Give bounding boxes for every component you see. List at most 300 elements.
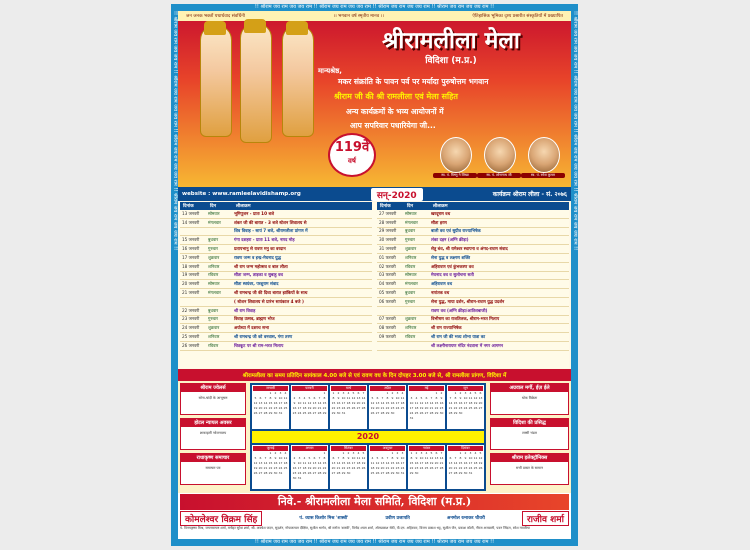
schedule-date: 26 जनवरी [182,342,200,348]
calendar-day: 24 [395,406,400,410]
calendar-day: 2 [274,451,277,455]
calendar-day: 26 [307,411,312,415]
calendar-day: 11 [468,396,473,400]
schedule-row [180,263,372,272]
schedule-event: सेना युद्ध व लक्ष्मण शक्ति [431,254,470,260]
calendar-day: 10 [278,396,283,400]
calendar-day: 20 [356,401,361,405]
schedule-day: शुक्रवार [405,246,417,252]
calendar-day: 20 [448,466,453,470]
schedule-event: प्रतापभानु से रावण मनु का वरदान [234,246,286,252]
calendar-day: 9 [440,396,443,400]
calendar-day: 24 [278,406,283,410]
header-event: लीलाक्रम [433,204,448,209]
calendar-day: 7 [454,456,457,460]
calendar-day: 22 [390,466,395,470]
month-name: फरवरी [292,386,327,391]
calendar-day: 21 [317,466,322,470]
calendar-day: 8 [386,396,389,400]
calendar-day: 27 [312,471,317,475]
calendar-day: 15 [385,401,390,405]
schedule-event: सीता स्वयंवर, परशुराम संवाद [234,281,279,287]
calendar-day: 4 [474,451,477,455]
calendar-day: 21 [263,406,268,410]
calendar-day: 1 [332,391,335,395]
schedule-row [377,254,569,263]
calendar-day: 16 [336,401,341,405]
calendar-day: 27 [434,466,439,470]
schedule-date: 14 जनवरी [182,219,200,225]
schedule-event: ( स्टेशन शिवालय से प्रारंभ सायंकाल 4 बजे ) [234,298,304,304]
calendar-day: 6 [435,451,438,455]
calendar-day: 23 [292,471,297,475]
calendar-day: 29 [385,411,390,415]
calendar-day: 15 [409,461,414,465]
calendar-day: 2 [464,451,467,455]
calendar-day: 26 [253,411,258,415]
calendar-day: 12 [478,456,483,460]
official-3: अनमोल रत्नाकर चौधरी [446,516,485,521]
calendar-day: 12 [253,461,258,465]
calendar-day: 22 [341,466,346,470]
calendar-day: 12 [429,456,434,460]
schedule-event: श्री राम जी की भव्य शोभा यात्रा का [431,334,486,340]
calendar-day: 28 [361,406,366,410]
calendar-day: 30 [273,411,278,415]
calendar-day: 2 [391,391,394,395]
schedule-row [377,333,569,342]
calendar-day: 28 [263,411,268,415]
calendar-day: 18 [356,461,361,465]
schedule-row [377,316,569,325]
calendar-day: 14 [448,401,453,405]
calendar-day: 9 [415,456,418,460]
calendar-day: 30 [414,471,419,475]
calendar-day: 5 [479,451,482,455]
schedule-day: मंगलवार [208,290,221,296]
schedule-row [180,316,372,325]
calendar-day: 3 [401,451,404,455]
schedule-date: 16 जनवरी [182,246,200,252]
calendar-day: 17 [419,461,424,465]
schedule-day: शुक्रवार [208,254,220,260]
calendar-day: 27 [375,411,380,415]
calendar-day: 23 [336,406,341,410]
calendar-day: 16 [439,401,444,405]
calendar-day: 1 [435,391,438,395]
invite-line-1: मान्यश्रेष्ठ, [318,67,342,75]
calendar-day: 4 [469,391,472,395]
calendar-day: 11 [356,456,361,460]
calendar-day: 2 [440,391,443,395]
calendar-day: 11 [424,456,429,460]
calendar-day: 3 [464,391,467,395]
calendar-day: 3 [342,391,345,395]
calendar-day: 10 [395,396,400,400]
calendar-day: 18 [302,466,307,470]
calendar-day: 18 [414,406,419,410]
calendar-day: 31 [278,471,283,475]
schedule-day: बुधवार [208,307,219,313]
calendar-day: 16 [292,406,297,410]
calendar-day: 22 [434,406,439,410]
calendar-day: 7 [440,451,443,455]
calendar-day: 2 [293,396,296,400]
calendar-day: 14 [317,401,322,405]
calendar-day: 5 [254,456,257,460]
ad-body: सभी प्रकार के सामान [516,466,543,470]
calendar-day: 1 [454,391,457,395]
calendar-day: 4 [284,451,287,455]
crown-2 [244,19,266,33]
calendar-day: 4 [284,391,287,395]
ad-body: सोना-चांदी के आभूषण [198,396,228,400]
calendar-day: 6 [259,456,262,460]
calendar-day: 15 [268,461,273,465]
calendar-day: 24 [341,406,346,410]
calendar-day: 8 [332,396,335,400]
calendar-day: 11 [370,461,375,465]
calendar-day: 27 [478,406,483,410]
calendar-day: 27 [380,471,385,475]
calendar-day: 16 [395,461,400,465]
calendar-day: 26 [361,466,366,470]
schedule-row [377,210,569,219]
calendar-day: 6 [259,396,262,400]
schedule-row [180,307,372,316]
calendar-day: 27 [331,471,336,475]
schedule-row [180,245,372,254]
ad-title: अग्रवाल मर्गी, ईज़ ईले [491,384,568,392]
schedule-row [377,342,569,351]
portrait-3 [528,137,560,173]
schedule-header [377,202,569,210]
schedule-day: गुरुवार [208,316,218,322]
calendar-day: 18 [302,406,307,410]
schedule-event: अहिरावण एवं कुंभकरण वध [431,263,474,269]
poster [171,4,578,546]
calendar-day: 9 [274,456,277,460]
calendar-day: 16 [414,461,419,465]
schedule-day: रविवार [405,334,416,340]
schedule-event: सेतु बंध, श्री रामेश्वर स्थापना व अंगद-रावण संवाद [431,246,508,252]
calendar-day: 28 [317,471,322,475]
schedule-event: खरदूषण वध [431,210,451,216]
month-days [409,391,444,421]
month-name: जनवरी [253,386,288,391]
calendar-day: 6 [425,396,428,400]
calendar-day: 25 [414,411,419,415]
calendar-day: 20 [312,406,317,410]
schedule-row [180,280,372,289]
calendar-day: 10 [463,396,468,400]
header-event: लीलाक्रम [236,204,251,209]
calendar-day: 6 [357,391,360,395]
calendar-day: 9 [337,396,340,400]
calendar-day: 24 [409,411,414,415]
calendar-day: 21 [317,406,322,410]
schedule-event: गंगा दशहरा - प्रातः 11 बजे, नारद मोह [234,237,295,243]
calendar-day: 26 [307,471,312,475]
calendar-day: 21 [448,406,453,410]
schedule-date: 21 जनवरी [182,290,200,296]
calendar-day: 17 [395,401,400,405]
ad-box [490,418,569,450]
schedule-row [377,280,569,289]
calendar-day: 3 [298,396,301,400]
portrait-name-3: स्व. पं. रमेश कुमार [521,173,565,178]
calendar-day: 11 [473,456,478,460]
invite-line-3: श्रीराम जी की श्री रामलीला एवं मेला सहित [334,92,458,101]
calendar-day: 21 [263,466,268,470]
calendar-day: 10 [409,401,414,405]
calendar-month [447,445,484,489]
calendar-day: 7 [362,391,365,395]
month-name: जुलाई [253,446,288,451]
calendar-day: 23 [414,466,419,470]
samiti-banner: निवे.- श्रीरामलीला मेला समिति, विदिशा (म.प्र.) [180,494,569,510]
calendar-day: 26 [351,406,356,410]
top-left-text: जन जनक भक्तों यथार्थवाद संवर्धिनी [186,14,245,19]
calendar-month [291,385,328,429]
month-name: अप्रैल [370,386,405,391]
calendar-day: 30 [346,471,351,475]
calendar-day: 8 [391,456,394,460]
calendar-day: 16 [346,461,351,465]
calendar-day: 16 [292,466,297,470]
schedule-event: सीता हरण [431,219,447,225]
calendar-day: 17 [468,461,473,465]
month-name: अगस्त [292,446,327,451]
calendar-day: 1 [269,451,272,455]
calendar-day: 21 [380,406,385,410]
calendar-day: 11 [302,461,307,465]
deity-figure-3 [282,25,314,137]
schedule-row [180,236,372,245]
calendar-day: 7 [264,396,267,400]
calendar-day: 9 [391,396,394,400]
schedule-row [377,307,569,316]
schedule-day: सोमवार [405,210,417,216]
schedule-row [377,324,569,333]
calendar-day: 31 [468,471,473,475]
calendar-day: 30 [395,471,400,475]
calendar-day: 9 [293,401,296,405]
calendar-day: 10 [297,401,302,405]
schedule-row [377,236,569,245]
calendar-day: 17 [409,406,414,410]
calendar-day: 7 [430,396,433,400]
crown-3 [286,21,308,35]
schedule-row [180,228,372,237]
schedule-row [180,289,372,298]
calendar-day: 13 [448,461,453,465]
ad-body: समाचार पत्र [205,466,221,470]
schedule-day: गुरुवार [405,237,415,243]
calendar-day: 22 [385,406,390,410]
calendar-day: 4 [371,456,374,460]
calendar-day: 17 [341,401,346,405]
calendar-day: 21 [429,406,434,410]
calendar-day: 18 [283,401,288,405]
schedule-table [180,202,569,368]
schedule-event: अहिरावण वध [431,281,453,287]
calendar-day: 8 [454,396,457,400]
portrait-name-1: स्व. पं. विष्णु ने लिखा [433,173,477,178]
top-center-text: ।। भगवान वर्ष स्मृतीय मानव ।। [333,14,384,19]
ad-box [180,418,246,450]
calendar-day: 14 [361,396,366,400]
calendar-day: 27 [312,411,317,415]
schedule-day: रविवार [208,342,219,348]
calendar-day: 25 [424,466,429,470]
schedule-row [180,210,372,219]
calendar-day: 12 [253,401,258,405]
website-link[interactable]: website : www.ramleelavidishamp.org [182,191,301,197]
schedule-row [180,324,372,333]
calendar-day: 23 [395,466,400,470]
portrait-2 [484,137,516,173]
calendar-day: 27 [258,471,263,475]
schedule-date: 02 फरवरी [379,263,396,269]
calendar-day: 19 [307,466,312,470]
calendar-day: 29 [322,471,327,475]
calendar-day: 12 [370,401,375,405]
calendar-day: 1 [410,451,413,455]
officials-row [180,511,569,525]
schedule-event: मेघनाद वध व सुलोचना सती [431,272,474,278]
ad-box [490,383,569,415]
calendar-day: 29 [409,471,414,475]
calendar-day: 15 [458,461,463,465]
calendar-day: 1 [342,451,345,455]
ad-box [180,453,246,485]
calendar-day: 25 [473,466,478,470]
ad-title: राधाकृष्ण समाचार [181,454,245,462]
calendar-day: 29 [322,411,327,415]
calendar-day: 31 [409,416,414,420]
calendar-day: 24 [400,466,405,470]
month-days [448,391,483,416]
month-name: दिसंबर [448,446,483,451]
ad-title: श्रीराम इलेक्ट्रॉनिक्स [491,454,568,462]
calendar-day: 5 [308,456,311,460]
top-right-text: ऐतिहासिक भूमिका दृश्य प्रसारीत संस्कृतियों में प्रख्यापित [472,14,563,19]
calendar-day: 3 [352,451,355,455]
calendar-day: 20 [312,466,317,470]
calendar-day: 16 [390,401,395,405]
calendar-day: 26 [253,471,258,475]
calendar-day: 29 [268,471,273,475]
calendar-day: 16 [463,461,468,465]
calendar-day: 14 [385,461,390,465]
calendar-day: 14 [336,461,341,465]
calendar-day: 19 [307,406,312,410]
calendar-day: 1 [269,391,272,395]
ad-body: शाकाहारी भोजनालय [199,431,227,435]
month-name: अक्टूबर [370,446,405,451]
calendar-day: 20 [375,406,380,410]
calendar-day: 24 [463,406,468,410]
calendar-day: 28 [380,411,385,415]
calendar-day: 14 [453,461,458,465]
border-bottom-text: !! श्रीराम जय राम जय जय राम !! श्रीराम जय राम जय जय राम !! श्रीराम जय राम जय जय राम !! श्रीराम जय राम जय जय राम !! [254,539,495,545]
calendar-day: 22 [322,466,327,470]
calendar-day: 9 [459,396,462,400]
calendar-day: 28 [385,471,390,475]
page-subtitle: विदिशा (म.प्र.) [425,56,477,66]
schedule-day: शुक्रवार [208,325,220,331]
calendar-day: 10 [341,396,346,400]
calendar-month [252,385,289,429]
calendar-day: 17 [400,461,405,465]
page-title: श्रीरामलीला मेला [382,27,520,54]
calendar-day: 6 [332,456,335,460]
calendar-day: 1 [323,451,326,455]
calendar-day: 3 [469,451,472,455]
calendar-day: 27 [356,406,361,410]
schedule-event: बाली वध एवं सुग्रीव राज्याभिषेक [431,228,481,234]
calendar-day: 11 [302,401,307,405]
schedule-event: शिव विवाह - सायं 7 बजे, श्रीरामलीला प्रांगण में [234,228,308,234]
calendar-day: 19 [370,406,375,410]
schedule-date: 15 जनवरी [182,237,200,243]
deity-figure-1 [200,25,232,137]
calendar-month [408,385,445,429]
calendar-day: 17 [297,406,302,410]
schedule-day: बुधवार [405,228,416,234]
month-days [292,391,327,416]
calendar-day: 20 [434,461,439,465]
calendar-month [291,445,328,489]
schedule-row [377,298,569,307]
calendar-day: 15 [453,401,458,405]
official-right: राजीव शर्मा [522,511,569,526]
calendar-day: 5 [254,396,257,400]
schedule-row [377,245,569,254]
schedule-day: सोमवार [208,210,220,216]
calendar-day: 25 [302,411,307,415]
month-days [331,391,366,416]
calendar-month [447,385,484,429]
calendar-day: 25 [302,471,307,475]
calendar-day: 8 [435,396,438,400]
calendar-day: 17 [463,401,468,405]
calendar-day: 5 [420,396,423,400]
schedule-date: 08 फरवरी [379,325,396,331]
info-bar [178,187,571,201]
schedule-date: 17 जनवरी [182,254,200,260]
calendar-day: 20 [424,406,429,410]
calendar-day: 2 [337,391,340,395]
calendar-day: 2 [415,451,418,455]
calendar-day: 17 [278,401,283,405]
calendar-day: 30 [439,411,444,415]
calendar-day: 5 [308,396,311,400]
calendar-day: 21 [361,401,366,405]
invite-line-2: मकर संक्रांति के पावन पर्व पर मर्यादा पुरुषोत्तम भगवान [338,77,489,86]
official-1: पं. व्यास किशोर मिश्र 'शास्त्री' [299,516,349,521]
official-left: कोमलेश्वर विक्रम सिंह [180,511,262,526]
calendar-day: 7 [449,396,452,400]
schedule-event: रावण वध (अग्नि क्रीड़ा/आतिशबाजी) [431,307,488,313]
calendar-day: 5 [376,456,379,460]
border-right-text: !! श्रीराम जय राम जय जय राम !! श्रीराम जय राम जय जय राम !! श्रीराम जय राम जय जय राम !! श्रीराम जय राम जय जय राम !! [572,11,578,251]
calendar-day: 27 [448,471,453,475]
calendar-day: 7 [337,456,340,460]
schedule-day: बुधवार [208,237,219,243]
schedule-day: गुरुवार [208,246,218,252]
